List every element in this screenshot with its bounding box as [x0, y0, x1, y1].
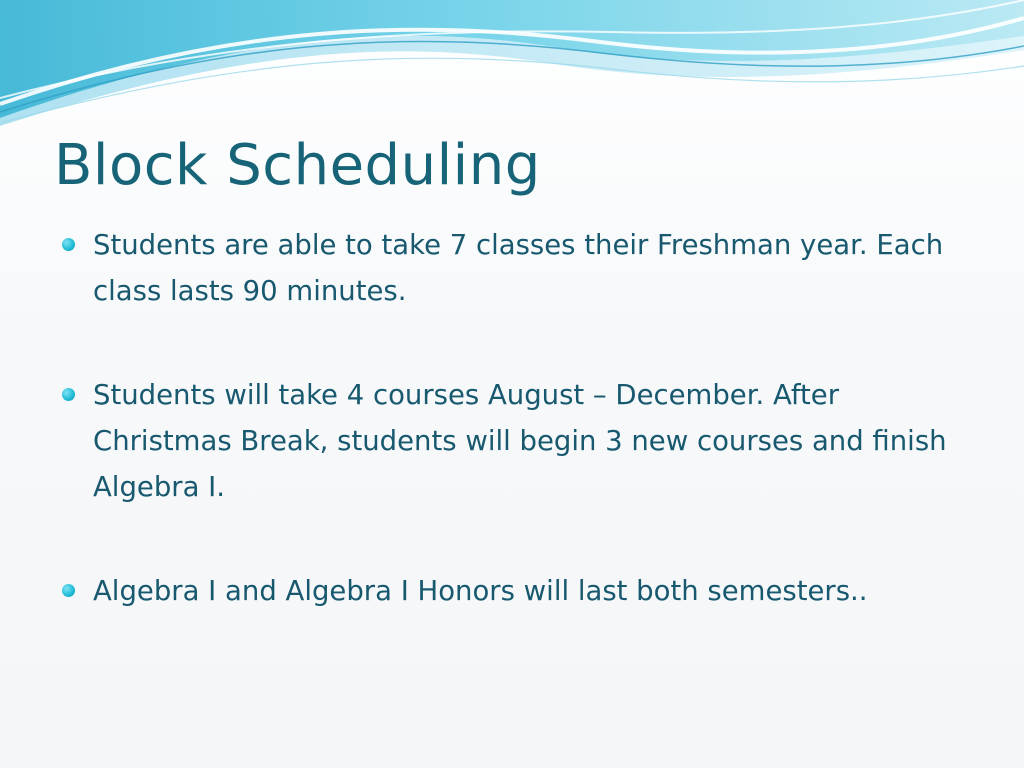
bullet-list	[62, 222, 962, 614]
bullet-icon	[62, 238, 75, 251]
decorative-wave-header	[0, 0, 1024, 130]
bullet-text-1: Students are able to take 7 classes their Freshman year. Each class lasts 90 minutes.	[93, 229, 944, 307]
slide-title: Block Scheduling	[54, 133, 541, 198]
bullet-text-2: Students will take 4 courses August – December. After Christmas Break, students will begin 3 new courses and finish Algebra I.	[93, 379, 947, 503]
bullet-item-2	[62, 372, 962, 510]
bullet-item-1	[62, 222, 962, 314]
bullet-icon	[62, 388, 75, 401]
bullet-text-3: Algebra I and Algebra I Honors will last both semesters..	[93, 575, 868, 607]
bullet-icon	[62, 584, 75, 597]
bullet-item-3	[62, 568, 962, 614]
